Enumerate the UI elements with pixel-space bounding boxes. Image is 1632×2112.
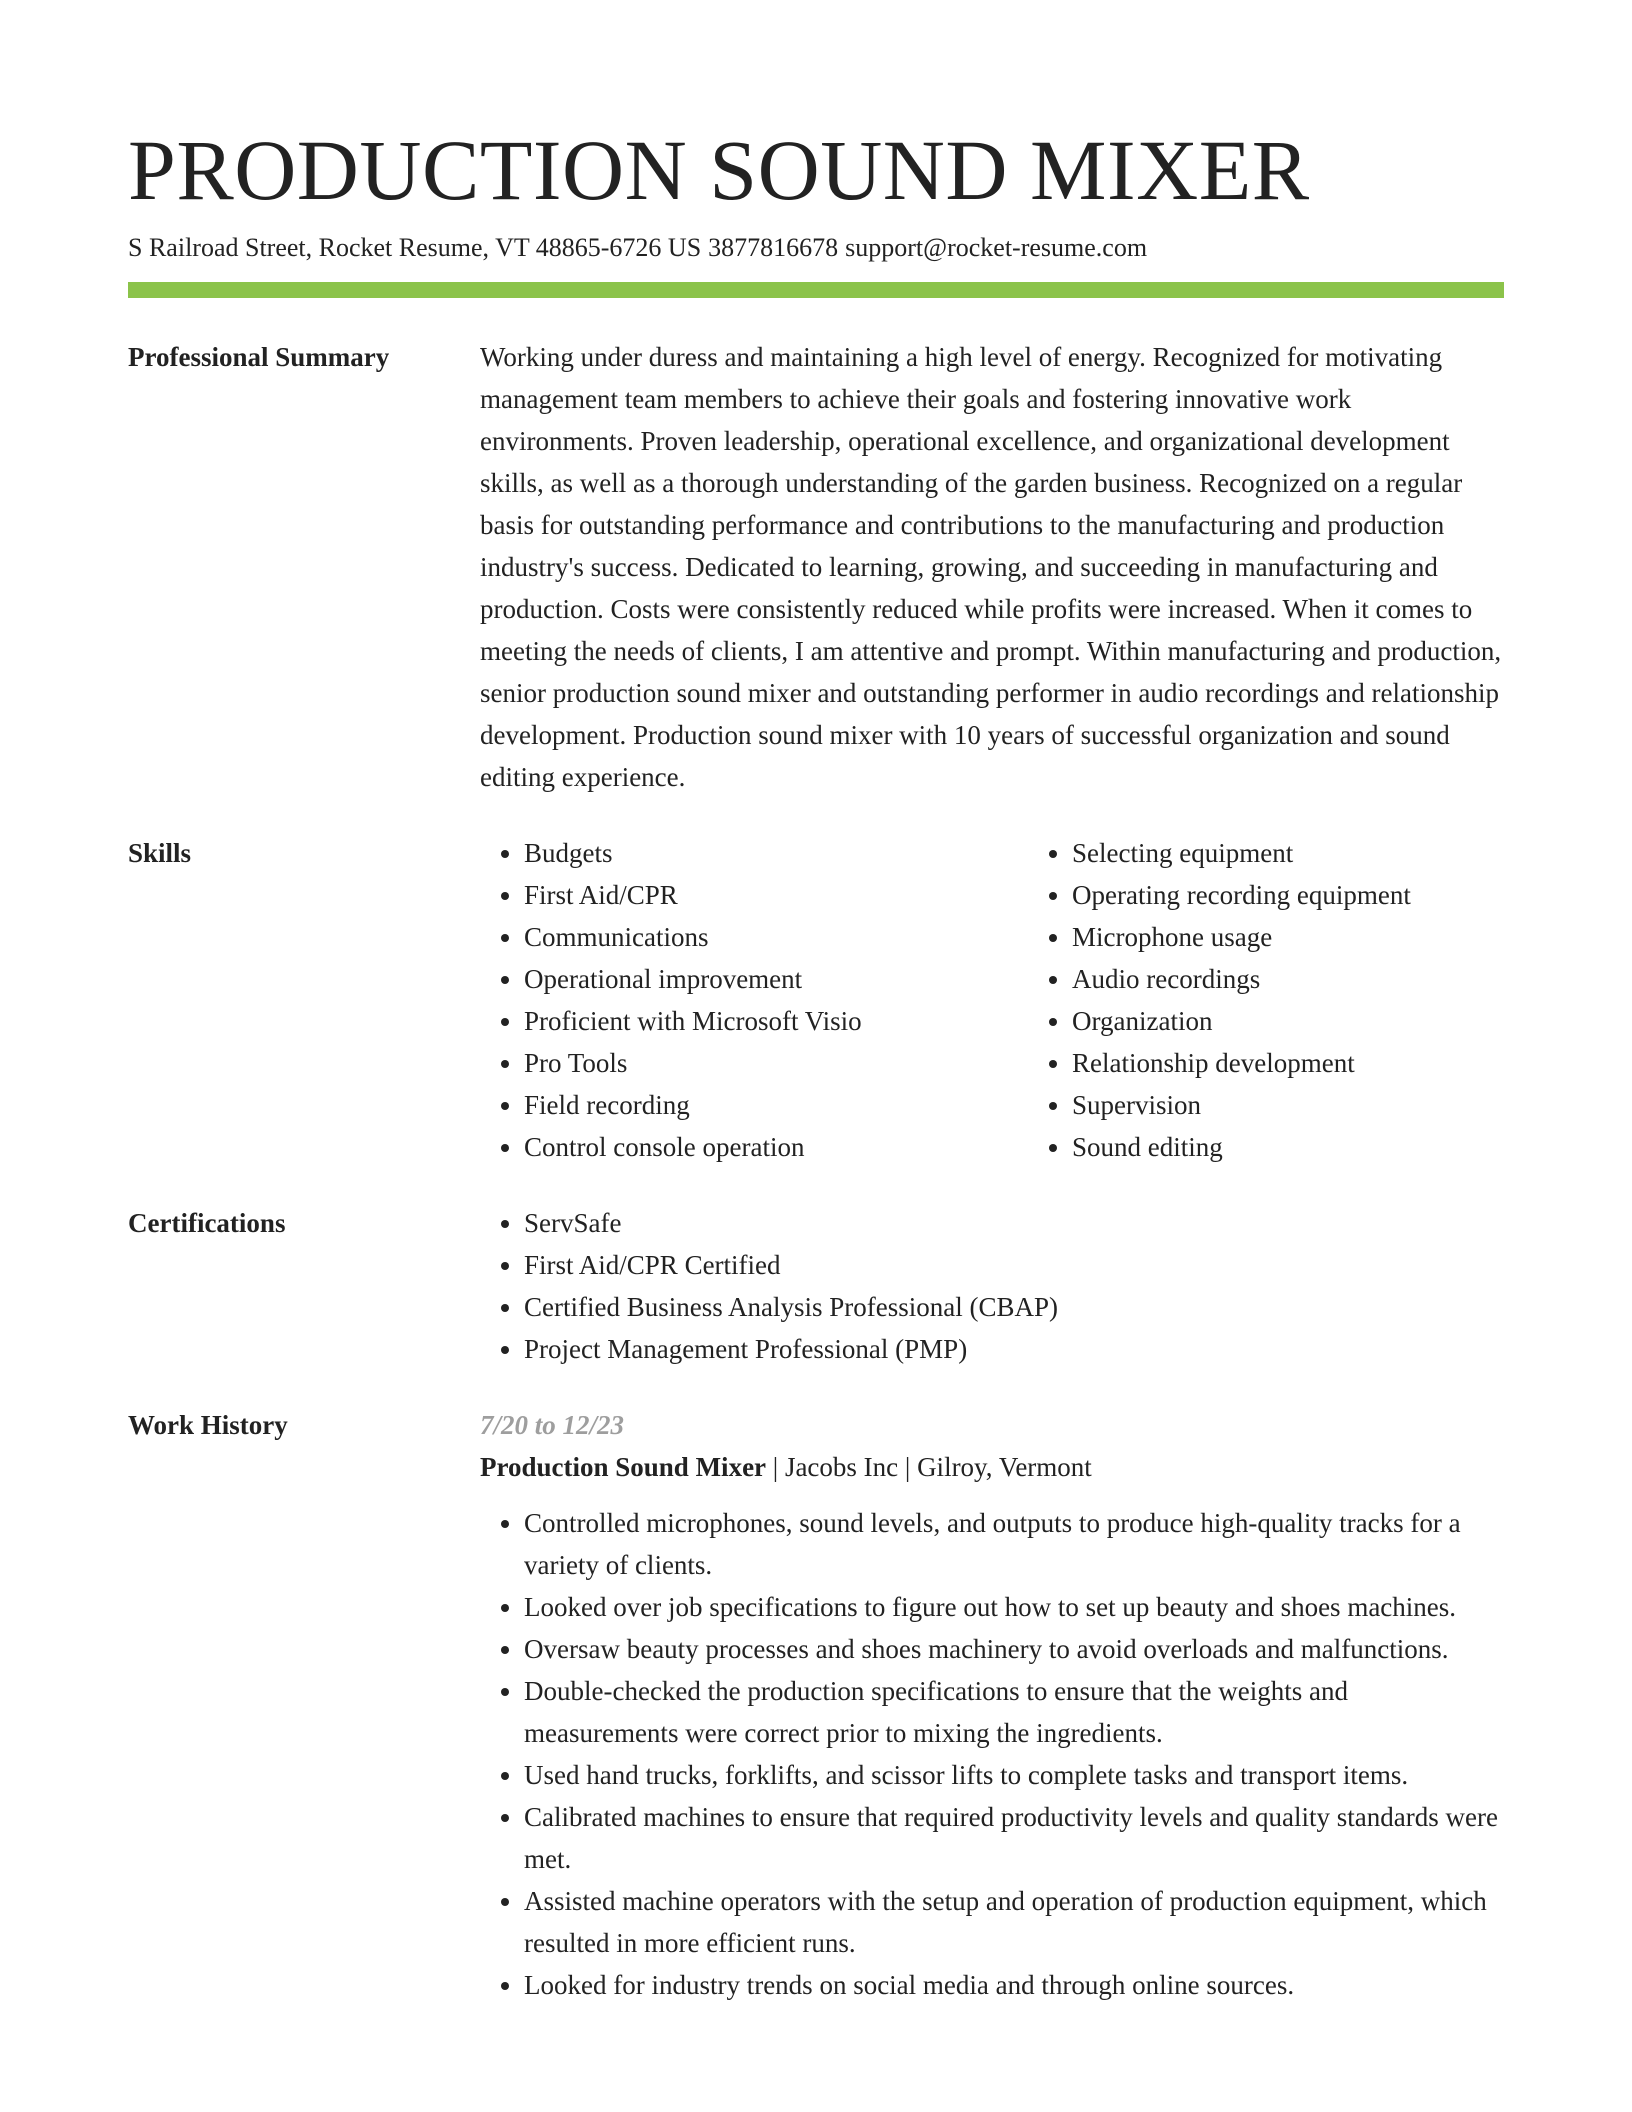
skill-item: • Control console operation: [524, 1126, 1028, 1168]
certifications-section: [128, 1202, 1504, 1370]
job-separator: |: [904, 1452, 918, 1482]
skill-item: • Operational improvement: [524, 958, 1028, 1000]
certification-item: • ServSafe: [524, 1202, 1504, 1244]
summary-text: Working under duress and maintaining a high level of energy. Recognized for motivating management team members to achieve their goals and fostering innovative work environments. Proven leadership, operational excellence, and organizational development skills, as well as a thorough understanding of the garden business. Recognized on a regular basis for outstanding performance and contributions to the manufacturing and production industry's success. Dedicated to learning, growing, and succeeding in manufacturing and production. Costs were consistently reduced while profits were increased. When it comes to meeting the needs of clients, I am attentive and prompt. Within manufacturing and production, senior production sound mixer and outstanding performer in audio recordings and relationship development. Production sound mixer with 10 years of successful organization and sound editing experience.: [480, 342, 1502, 792]
skill-item: • Field recording: [524, 1084, 1028, 1126]
job-role: Production Sound Mixer: [480, 1452, 767, 1482]
skill-item: • Audio recordings: [1072, 958, 1576, 1000]
skill-item: • Proficient with Microsoft Visio: [524, 1000, 1028, 1042]
job-bullet: • Oversaw beauty processes and shoes machinery to avoid overloads and malfunctions.: [524, 1628, 1504, 1670]
job-separator: |: [772, 1452, 785, 1482]
skills-section: [128, 832, 1504, 1168]
certification-item: • Project Management Professional (PMP): [524, 1328, 1504, 1370]
job-bullet: • Double-checked the production specifications to ensure that the weights and measurements were correct prior to mixing the ingredients.: [524, 1670, 1504, 1754]
skills-list-left: [480, 832, 1028, 1168]
skill-item: • Pro Tools: [524, 1042, 1028, 1084]
resume-title: PRODUCTION SOUND MIXER: [128, 122, 1310, 218]
job-bullet: • Looked for industry trends on social media and through online sources.: [524, 1964, 1504, 2006]
skill-item: • Communications: [524, 916, 1028, 958]
summary-content: [480, 336, 1504, 798]
job-bullet: • Assisted machine operators with the setup and operation of production equipment, which resulted in more efficient runs.: [524, 1880, 1504, 1964]
section-label-certifications: Certifications: [128, 1208, 286, 1238]
work-history-section: [128, 1404, 1504, 2006]
section-label-work-history: Work History: [128, 1410, 288, 1440]
job-bullet: • Looked over job specifications to figure out how to set up beauty and shoes machines.: [524, 1586, 1504, 1628]
job-company: Jacobs Inc: [784, 1452, 899, 1482]
section-label-skills: Skills: [128, 838, 192, 868]
skills-grid: [480, 832, 1576, 1168]
resume-page: [128, 120, 1504, 2040]
job-dates: 7/20 to 12/23: [480, 1410, 625, 1440]
skill-item: • Budgets: [524, 832, 1028, 874]
job-bullet: • Controlled microphones, sound levels, and outputs to produce high-quality tracks for a variety of clients.: [524, 1502, 1504, 1586]
certifications-list: [480, 1202, 1504, 1370]
work-history-content: [480, 1404, 1504, 2006]
section-label-summary: Professional Summary: [128, 342, 390, 372]
header-divider: [128, 282, 1504, 298]
skill-item: • Supervision: [1072, 1084, 1576, 1126]
job-title-line: [480, 1446, 1504, 1488]
contact-phone: 3877816678: [708, 233, 839, 262]
skill-item: • First Aid/CPR: [524, 874, 1028, 916]
contact-address: S Railroad Street, Rocket Resume, VT 48865-6726 US: [128, 233, 702, 262]
job-location: Gilroy, Vermont: [917, 1452, 1092, 1482]
job-bullet: • Used hand trucks, forklifts, and scissor lifts to complete tasks and transport items.: [524, 1754, 1504, 1796]
skills-list-right: [1028, 832, 1576, 1168]
skills-content: [480, 832, 1576, 1168]
contact-line: [128, 230, 1504, 266]
skill-item: • Microphone usage: [1072, 916, 1576, 958]
certification-item: • Certified Business Analysis Professional (CBAP): [524, 1286, 1504, 1328]
skill-item: • Operating recording equipment: [1072, 874, 1576, 916]
certifications-content: [480, 1202, 1504, 1370]
skill-item: • Organization: [1072, 1000, 1576, 1042]
skill-item: • Relationship development: [1072, 1042, 1576, 1084]
job-bullets: [480, 1502, 1504, 2006]
skill-item: • Sound editing: [1072, 1126, 1576, 1168]
job-bullet: • Calibrated machines to ensure that required productivity levels and quality standards were met.: [524, 1796, 1504, 1880]
certification-item: • First Aid/CPR Certified: [524, 1244, 1504, 1286]
contact-email: support@rocket-resume.com: [845, 233, 1148, 262]
summary-section: [128, 336, 1504, 798]
skill-item: • Selecting equipment: [1072, 832, 1576, 874]
